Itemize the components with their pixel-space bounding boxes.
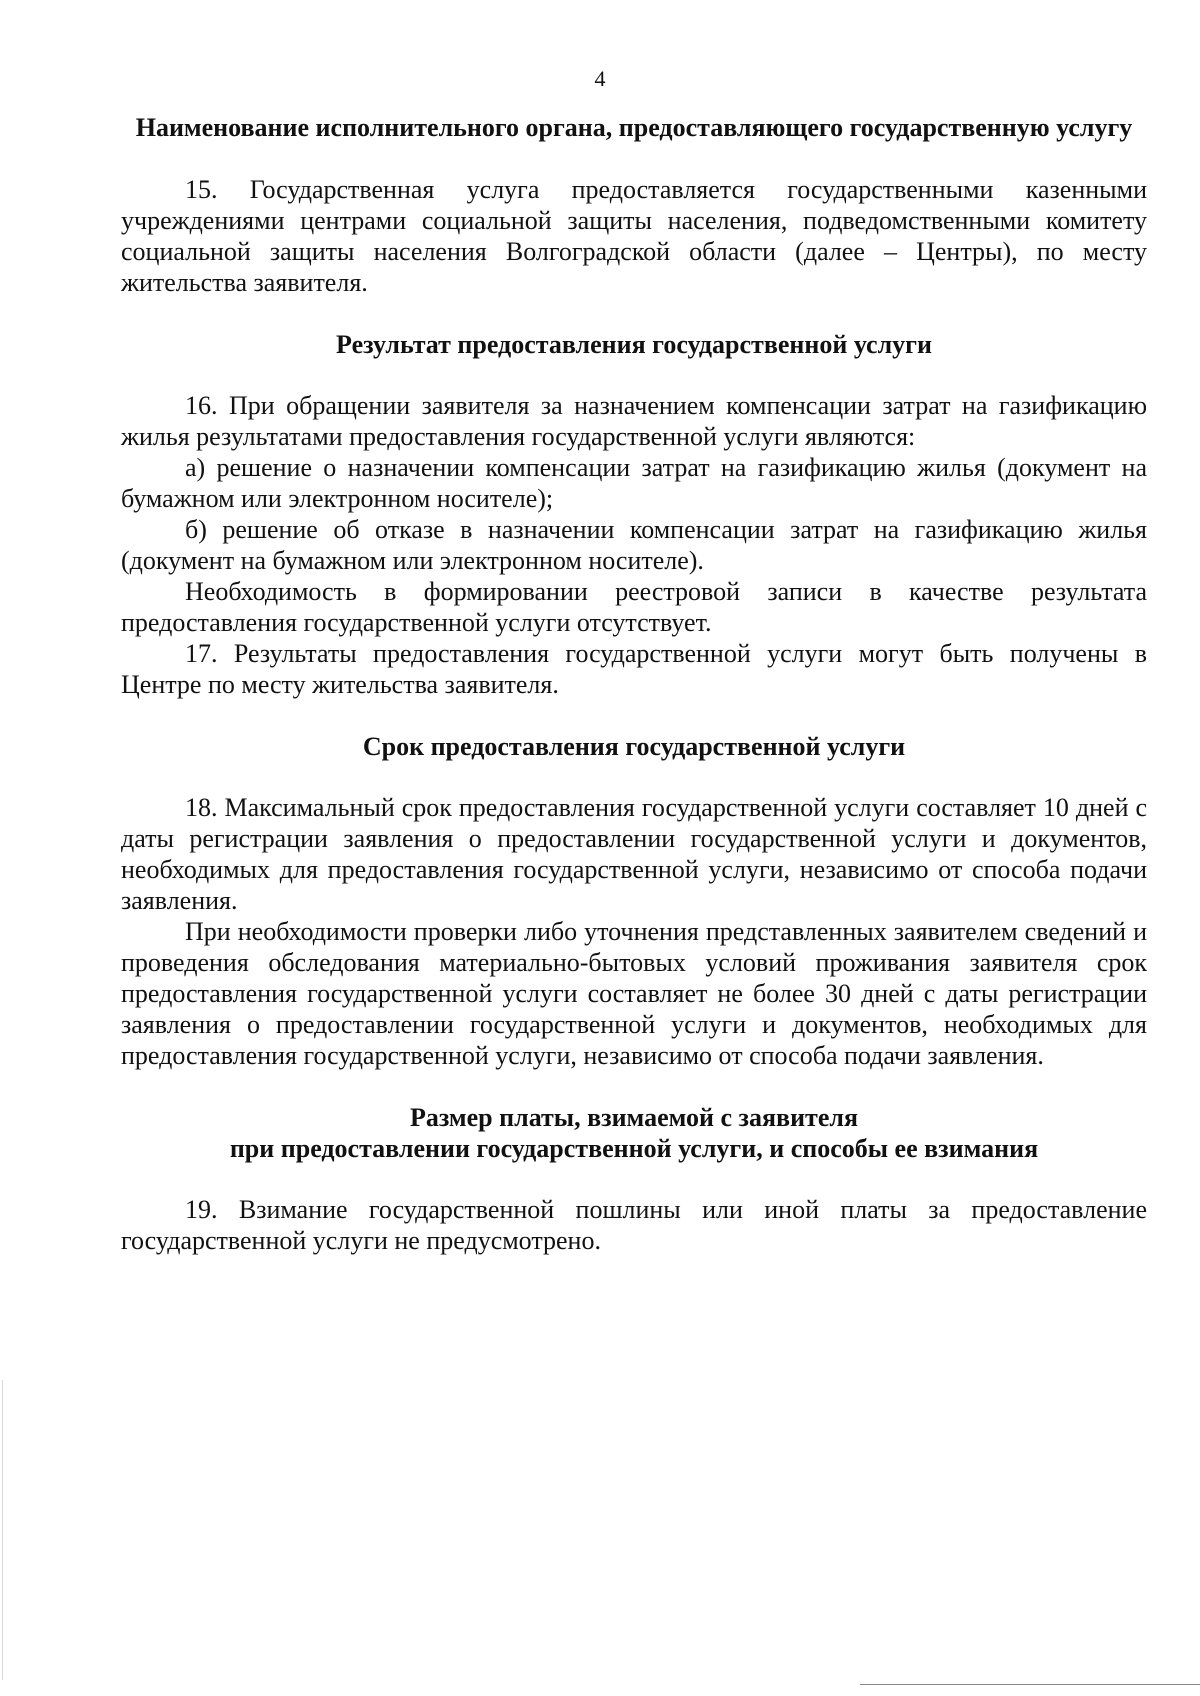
paragraph: 16. При обращении заявителя за назначением компенсации затрат на газификацию жилья результатами предоставления государственной услуги являются: <box>121 391 1147 451</box>
paragraph: 18. Максимальный срок предоставления государственной услуги составляет 10 дней с даты регистрации заявления о предоставлении государственной услуги и документов, необходимых для предоставления государственной услуги, независимо от способа подачи заявления. <box>121 793 1147 915</box>
page-number: 4 <box>594 66 606 91</box>
section-heading: Результат предоставления государственной услуги <box>336 330 932 359</box>
paragraph: а) решение о назначении компенсации затрат на газификацию жилья (документ на бумажном или электронном носителе); <box>121 453 1147 513</box>
paragraph: При необходимости проверки либо уточнения представленных заявителем сведений и проведения обследования материально-бытовых условий проживания заявителя срок предоставления государственной услуги составляет не более 30 дней с даты регистрации заявления о предоставлении государственной услуги и документов, необходимых для предоставления государственной услуги, независимо от способа подачи заявления. <box>121 917 1147 1070</box>
scan-edge-mark <box>2 1380 3 1680</box>
section-heading-line: Размер платы, взимаемой с заявителя <box>409 1103 859 1132</box>
paragraph: Необходимость в формировании реестровой записи в качестве результата предоставления государственной услуги отсутствует. <box>121 577 1147 637</box>
section-heading-line: при предоставлении государственной услуги, и способы ее взимания <box>229 1134 1039 1163</box>
paragraph: 17. Результаты предоставления государственной услуги могут быть получены в Центре по месту жительства заявителя. <box>121 639 1147 699</box>
section-service-result <box>121 329 1147 700</box>
paragraph: 15. Государственная услуга предоставляется государственными казенными учреждениями центрами социальной защиты населения, подведомственными комитету социальной защиты населения Волгоградской области (далее – Центры), по месту жительства заявителя. <box>121 175 1147 297</box>
section-executive-body <box>121 112 1147 298</box>
paragraph: б) решение об отказе в назначении компенсации затрат на газификацию жилья (документ на бумажном или электронном носителе). <box>121 515 1147 575</box>
scan-edge-mark <box>860 1684 1200 1685</box>
section-heading: Наименование исполнительного органа, предоставляющего государственную услугу <box>135 113 1133 142</box>
section-service-fee <box>121 1102 1147 1256</box>
section-heading <box>121 1102 1147 1164</box>
section-heading: Срок предоставления государственной услуги <box>362 732 906 761</box>
document-body <box>121 112 1147 1256</box>
section-service-term <box>121 731 1147 1071</box>
paragraph: 19. Взимание государственной пошлины или иной платы за предоставление государственной услуги не предусмотрено. <box>121 1195 1147 1255</box>
